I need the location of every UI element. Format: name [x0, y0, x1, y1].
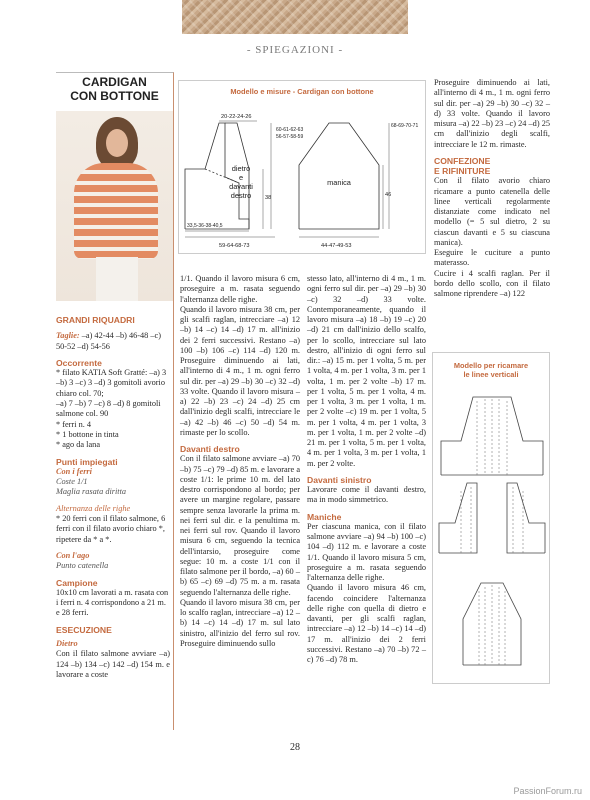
paragraph: Quando il lavoro misura 46 cm, facendo coincidere l'alternanza delle righe con quella di dietro e davanti, per gli scalfi raglan, intrecciare –a) 12 –b) 14 –c) 14 –d) 17 m. all'inizio dei 2 ferri successivi. Restano –a) 70 –b) 72 –c) 76 –d) 78 m.: [307, 583, 426, 664]
sleeve-label: manica: [327, 178, 351, 187]
paragraph: Cucire i 4 scalfi raglan. Per il bordo dello scollo, con il filato salmone riprendere –a) 122: [434, 268, 550, 298]
paragraph: stesso lato, all'interno di 4 m., 1 m. ogni ferro sul dir. per –a) 29 –b) 30 –c) 32 –d) 33 volte. Contemporaneamente, quando il lavoro misura –a) 18 –b) 19 –c) 20 –d) 21 cm dall'inizio dello scalfo, per lo scollo, intrecciare sul lato destro, all'inizio di ogni ferro sul dir.: –a) 15 m. per 1 volta, 5 m. per 1 volta, 4 m. per 1 volta, 3 m. per 1 volta, 1 m. per 2 volte –b) 17 m. per 1 volta, 5 m. per 1 volta, 4 m. per 1 volta, 3 m. per 1 volta, 1 m. per 2 volte –c) 19 m. per 1 volta, 5 m. per 1 volta, 4 m. per 1 volta, 3 m. per 1 volta, 1 m. per 2 volte –d) 21 m. per 1 volta, 5 m. per 1 volta, 4 m. per 1 volta, 3 m. per 1 volta, 1 m. per 2 volte.: [307, 274, 426, 468]
sleeve-46: 46: [385, 192, 392, 198]
paragraph: Per ciascuna manica, con il filato salmone avviare –a) 94 –b) 100 –c) 104 –d) 112 m. e lavorare a coste 1/1. Quando il lavoro misura 5 cm, proseguire a m. rasata seguendo l'alternanza delle righe.: [307, 521, 426, 582]
sleeves-heading: Maniche: [307, 511, 342, 522]
paragraph: Lavorare come il davanti destro, ma in modo simmetrico.: [307, 485, 426, 505]
paragraph: Proseguire diminuendo ai lati, all'interno di 4 m., 1 m. ogni ferro sul dir. per –a) 29 –b) 30 –c) 32 –d) 33 volte. Quando il lavoro misura –a) 22 –b) 23 –c) 24 –d) 25 cm dall'inizio degli scalfi, intrecciare le 12 m. rimaste.: [434, 78, 550, 149]
difficulty-heading: GRANDI RIQUADRI: [56, 315, 135, 325]
model-title-line-1: Modello per ricamare: [453, 361, 529, 370]
model-title-line-2: le linee verticali: [463, 370, 519, 379]
title-line-2: CON BOTTONE: [70, 89, 159, 103]
needle-subheading: Con l'ago: [56, 550, 90, 560]
finishing-heading-2: E RIFINITURE: [434, 166, 491, 176]
back-text: Con il filato salmone avviare –a) 124 –b) 134 –c) 142 –d) 154 m. e lavorare a coste: [56, 649, 170, 679]
paragraph: 1/1. Quando il lavoro misura 6 cm, proseguire a m. rasata seguendo l'alternanza delle righe.: [180, 274, 300, 304]
back-heading: Dietro: [56, 639, 78, 649]
side-measure-top: 60-61-62-63: [276, 127, 304, 133]
rib-stitch: Coste 1/1: [56, 477, 88, 487]
right-front-heading: Davanti destro: [180, 444, 240, 454]
materials-item: * ferri n. 4: [56, 419, 92, 429]
gauge-heading: Campione: [56, 577, 98, 588]
page-number: 28: [290, 742, 300, 753]
embroidery-model-box: [432, 352, 550, 684]
instructions-col-2: [180, 274, 300, 649]
diagram-title: Modello e misure - Cardigan con bottone: [230, 87, 374, 96]
finishing-heading-1: CONFEZIONE: [434, 155, 491, 166]
stitches-heading: Punti impiegati: [56, 456, 118, 467]
half-width-measure: 33,5-36-38-40,5: [187, 223, 223, 229]
paragraph: Quando il lavoro misura 38 cm, per gli scalfi raglan, intrecciare –a) 12 –b) 14 –c) 14 –d) 17 m. all'inizio dei 2 ferri successivi. Restano –a) 100 –b) 106 –c) 114 –d) 120 m. Proseguire diminuendo ai lati, all'interno di 4 m., 1 m. ogni ferro sul dir. per –a) 29 –b) 30 –c) 32 –d) 33 volte. Quando il lavoro misura –a) 22 –b) 23 –c) 24 –d) 25 cm dall'inizio degli scalfi, intrecciare le –a) 42 –b) 46 –c) 50 –d) 54 m. rimaste per lo scollo.: [180, 304, 300, 437]
side-measure-38: 38: [265, 195, 272, 201]
measurement-diagram: [178, 80, 426, 254]
paragraph: Eseguire le cuciture a punto materasso.: [434, 248, 550, 268]
stockinette-stitch: Maglia rasata diritta: [56, 487, 127, 497]
gauge-text: 10x10 cm lavorati a m. rasata con i ferri n. 4 corrispondono a 21 m. e 28 ferri.: [56, 587, 169, 618]
instructions-col-3: [307, 274, 426, 665]
full-width-measure: 59-64-68-73: [219, 243, 250, 249]
materials-heading: Occorrente: [56, 357, 102, 368]
embroidery-svg: [433, 383, 551, 683]
knit-texture-banner: [182, 0, 408, 34]
stripe-heading: Alternanza delle righe: [56, 503, 131, 513]
paragraph: Con il filato avorio chiaro ricamare a punto catenella delle linee verticali regolarmente distanziate come indicato nel modello (= 5 sul dietro, 2 su ciascun davanti e 5 su ciascuna manica).: [434, 176, 550, 247]
model-photo: [56, 111, 173, 301]
chain-stitch: Punto catenella: [56, 561, 109, 571]
watermark: PassionForum.ru: [513, 786, 582, 796]
paragraph: Quando il lavoro misura 38 cm, per lo scalfo raglan, intrecciare –a) 12 –b) 14 –c) 14 –d) 17 m. sul lato sinistro, all'inizio del ferro sul rov. Proseguire diminuendo sullo: [180, 597, 300, 648]
model-title: [433, 361, 549, 379]
body-label: e: [238, 173, 244, 182]
title-line-1: CARDIGAN: [82, 75, 147, 89]
side-measure-mid: 56-57-58-59: [276, 134, 304, 140]
body-label: destro: [230, 191, 252, 200]
sizes-text: Taglie: –a) 42-44 –b) 46-48 –c) 50-52 –d) 54-56: [56, 331, 162, 351]
materials-item: * 1 bottone in tinta: [56, 429, 119, 439]
materials-text: [56, 309, 170, 680]
pattern-title: [56, 75, 173, 103]
left-front-heading: Davanti sinistro: [307, 474, 372, 485]
materials-item: * ago da lana: [56, 440, 101, 450]
body-label: davanti: [229, 182, 253, 191]
diagram-svg: [179, 81, 427, 255]
sleeve-width-measure: 44-47-49-53: [321, 243, 352, 249]
section-header: - SPIEGAZIONI -: [246, 44, 344, 56]
left-sidebar: [56, 72, 174, 730]
stripe-text: * 20 ferri con il filato salmone, 6 ferri con il filato avorio chiaro *, ripetere da * a *.: [56, 514, 166, 544]
materials-item: * filato KATIA Soft Gratté: –a) 3 –b) 3 –c) 3 –d) 3 gomitoli avorio chiaro col. 70;: [56, 368, 167, 398]
needles-subheading: Con i ferri: [56, 466, 92, 476]
instructions-col-4: [434, 78, 550, 299]
execution-heading: ESECUZIONE: [56, 624, 112, 635]
sleeve-height-measure: 68-69-70-71: [391, 123, 419, 129]
materials-item: –a) 7 –b) 7 –c) 8 –d) 8 gomitoli salmone col. 90: [56, 399, 161, 419]
paragraph: Con il filato salmone avviare –a) 70 –b) 75 –c) 79 –d) 85 m. e lavorare a coste 1/1: le prime 10 m. del lato destro corrispondono al bordo; per avere un margine regolare, passare sempre senza lavorarle la prima m. nei ferri sul dir. e la penultima m. nei ferri sul rov. Quando il lavoro misura 6 cm, seguendo la tecnica dell'intarsio, proseguire come segue: 10 m. a coste 1/1 con il filato salmone per il bordo, –a) 60 –b) 65 –c) 69 –d) 75 m. a m. rasata seguendo l'alternanza delle righe.: [180, 454, 300, 597]
top-measure: 20-22-24-26: [221, 114, 252, 120]
body-label: dietro: [231, 164, 251, 173]
